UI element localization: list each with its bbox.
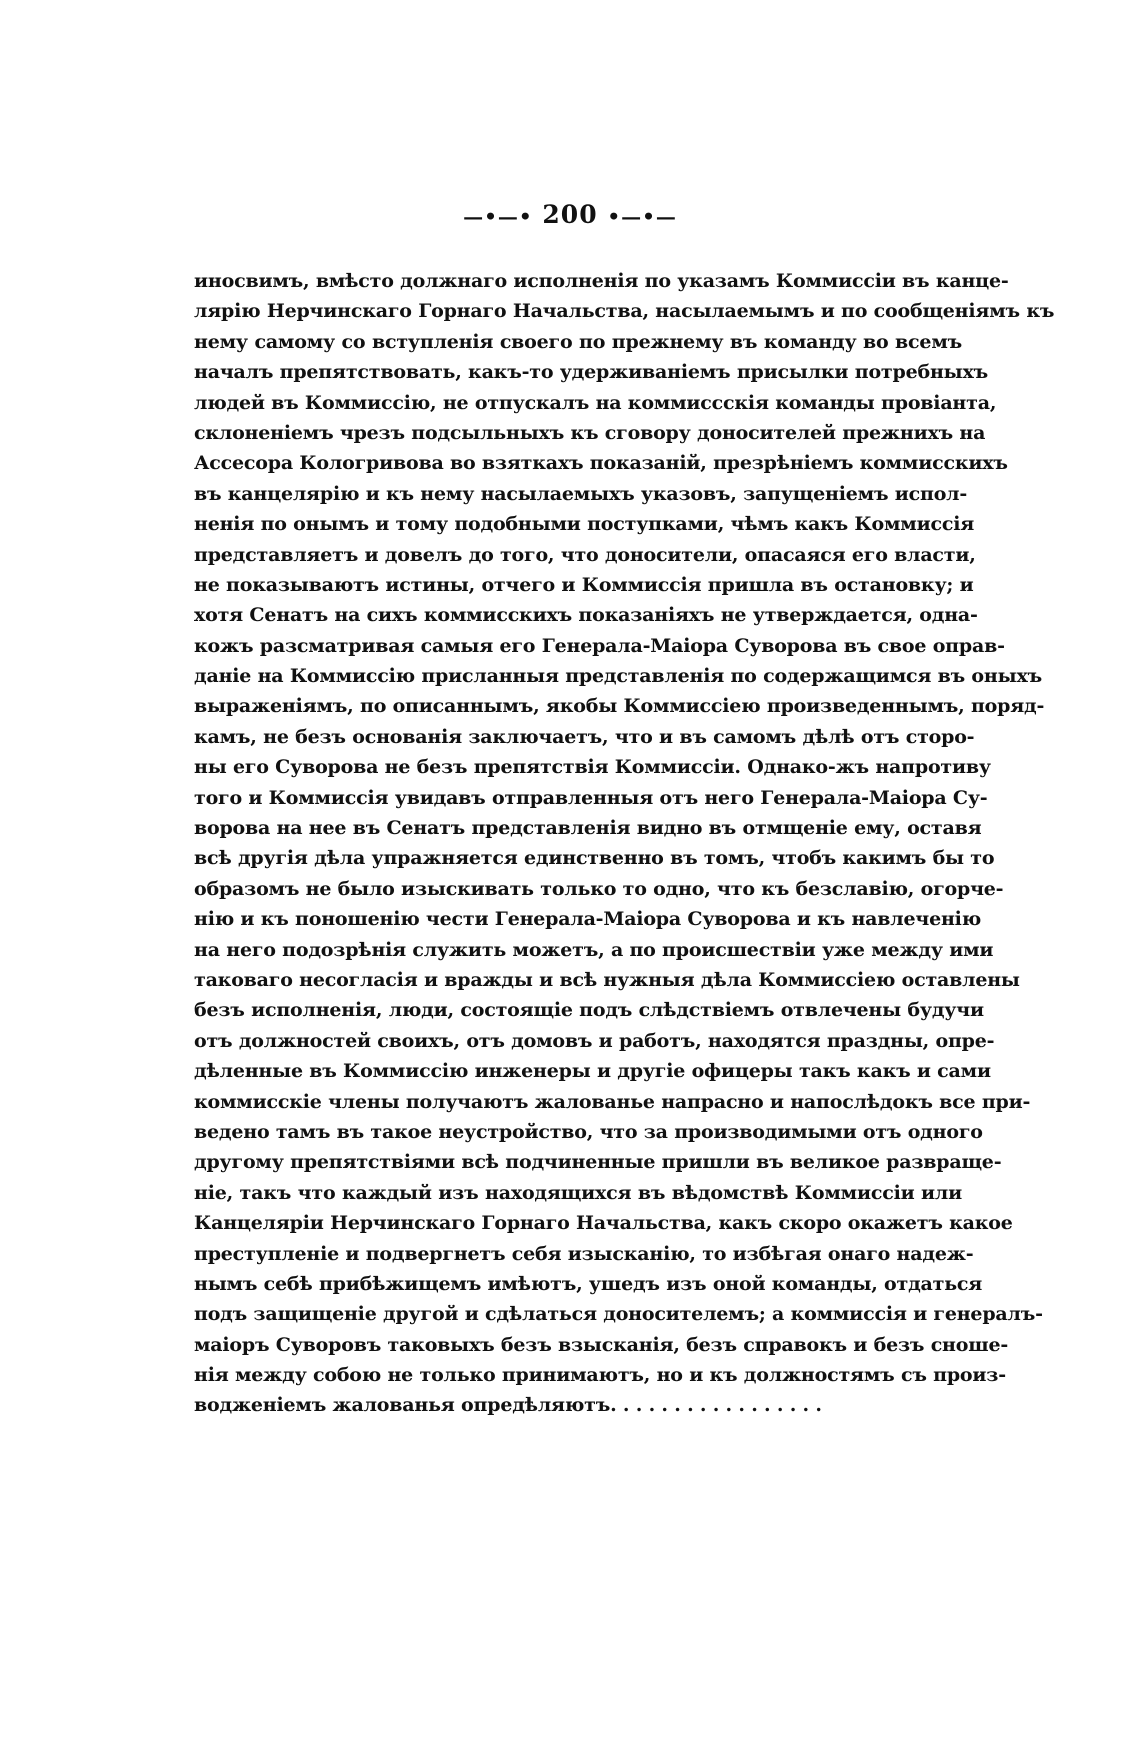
text-line: того и Коммиссія увидавъ отправленныя отъ него Генерала-Маіора Су- — [194, 786, 988, 809]
page-header — [0, 200, 1140, 232]
text-line: склоненіемъ чрезъ подсыльныхъ къ сговору доносителей прежнихъ на — [194, 421, 986, 444]
text-line: коммисскіе члены получаютъ жалованье напрасно и напослѣдокъ все при- — [194, 1090, 1031, 1113]
text-line: лярію Нерчинскаго Горнаго Начальства, насылаемымъ и по сообщеніямъ къ — [194, 300, 1055, 323]
text-line: ворова на нее въ Сенатъ представленія видно въ отмщеніе ему, оставя — [194, 817, 982, 840]
text-line: образомъ не было изыскивать только то одно, что къ безславію, огорче- — [194, 877, 1004, 900]
text-line: на него подозрѣнія служить можетъ, а по происшествіи уже между ими — [194, 938, 994, 961]
text-line: даніе на Коммиссію присланныя представленія по содержащимся въ оныхъ — [194, 665, 1042, 688]
text-line: нія между собою не только принимаютъ, но и къ должностямъ съ произ- — [194, 1364, 1006, 1387]
page-number: 200 — [542, 200, 598, 229]
text-line: водженіемъ жалованья опредѣляютъ. . . . . . . . . . . . . . . . . — [194, 1394, 822, 1417]
text-line: маіоръ Суворовъ таковыхъ безъ взысканія, безъ справокъ и безъ сноше- — [194, 1333, 1009, 1356]
text-line: иносвимъ, вмѣсто должнаго исполненія по указамъ Коммиссіи въ канце- — [194, 270, 1009, 292]
text-line: дѣленные въ Коммиссію инженеры и другіе офицеры такъ какъ и сами — [194, 1060, 991, 1083]
text-line: таковаго несогласія и вражды и всѣ нужныя дѣла Коммиссіею оставлены — [194, 968, 1020, 991]
text-line: безъ исполненія, люди, состоящіе подъ слѣдствіемъ отвлечены будучи — [194, 999, 984, 1022]
text-line: камъ, не безъ основанія заключаетъ, что и въ самомъ дѣлѣ отъ сторо- — [194, 725, 975, 748]
text-line: другому препятствіями всѣ подчиненные пришли въ великое развраще- — [194, 1151, 1002, 1174]
right-ornament-icon: •—•— — [607, 204, 677, 229]
text-line: ненія по онымъ и тому подобными поступками, чѣмъ какъ Коммиссія — [194, 513, 975, 536]
text-line: не показываютъ истины, отчего и Коммиссія пришла въ остановку; и — [194, 573, 974, 596]
text-line: началъ препятствовать, какъ-то удерживаніемъ присылки потребныхъ — [194, 361, 988, 384]
text-line: подъ защищеніе другой и сдѣлаться доносителемъ; а коммиссія и генералъ- — [194, 1303, 1043, 1326]
text-line: ніе, такъ что каждый изъ находящихся въ вѣдомствѣ Коммиссіи или — [194, 1181, 962, 1204]
text-line: въ канцелярію и къ нему насылаемыхъ указовъ, запущеніемъ испол- — [194, 482, 968, 505]
text-line: хотя Сенатъ на сихъ коммисскихъ показаніяхъ не утверждается, одна- — [194, 604, 978, 627]
text-line: людей въ Коммиссію, не отпускалъ на коммиссскія команды провіанта, — [194, 391, 997, 414]
text-line: отъ должностей своихъ, отъ домовъ и работъ, находятся праздны, опре- — [194, 1029, 995, 1052]
text-line: Ассесора Кологривова во взяткахъ показаній, презрѣніемъ коммисскихъ — [194, 452, 1008, 475]
text-line: нымъ себѣ прибѣжищемъ имѣютъ, ушедъ изъ оной команды, отдаться — [194, 1272, 983, 1295]
text-line: представляетъ и довелъ до того, что доносители, опасаяся его власти, — [194, 543, 976, 566]
text-line: кожъ разсматривая самыя его Генерала-Маіора Суворова въ свое оправ- — [194, 634, 1005, 657]
left-ornament-icon: —•—• — [463, 204, 533, 229]
text-line: выраженіямъ, по описаннымъ, якобы Коммиссіею произведеннымъ, поряд- — [194, 695, 1045, 718]
text-line: Канцеляріи Нерчинскаго Горнаго Начальства, какъ скоро окажетъ какое — [194, 1212, 1013, 1235]
text-line: ведено тамъ въ такое неустройство, что за производимыми отъ одного — [194, 1120, 983, 1143]
body-text — [194, 266, 1055, 1421]
text-line: нему самому со вступленія своего по прежнему въ команду во всемъ — [194, 330, 962, 353]
text-line: преступленіе и подвергнетъ себя изысканію, то избѣгая онаго надеж- — [194, 1242, 974, 1265]
text-line: ны его Суворова не безъ препятствія Коммиссіи. Однако-жъ напротиву — [194, 756, 991, 779]
text-line: всѣ другія дѣла упражняется единственно въ томъ, чтобъ какимъ бы то — [194, 847, 995, 870]
text-line: нію и къ поношенію чести Генерала-Маіора Суворова и къ навлеченію — [194, 908, 981, 931]
